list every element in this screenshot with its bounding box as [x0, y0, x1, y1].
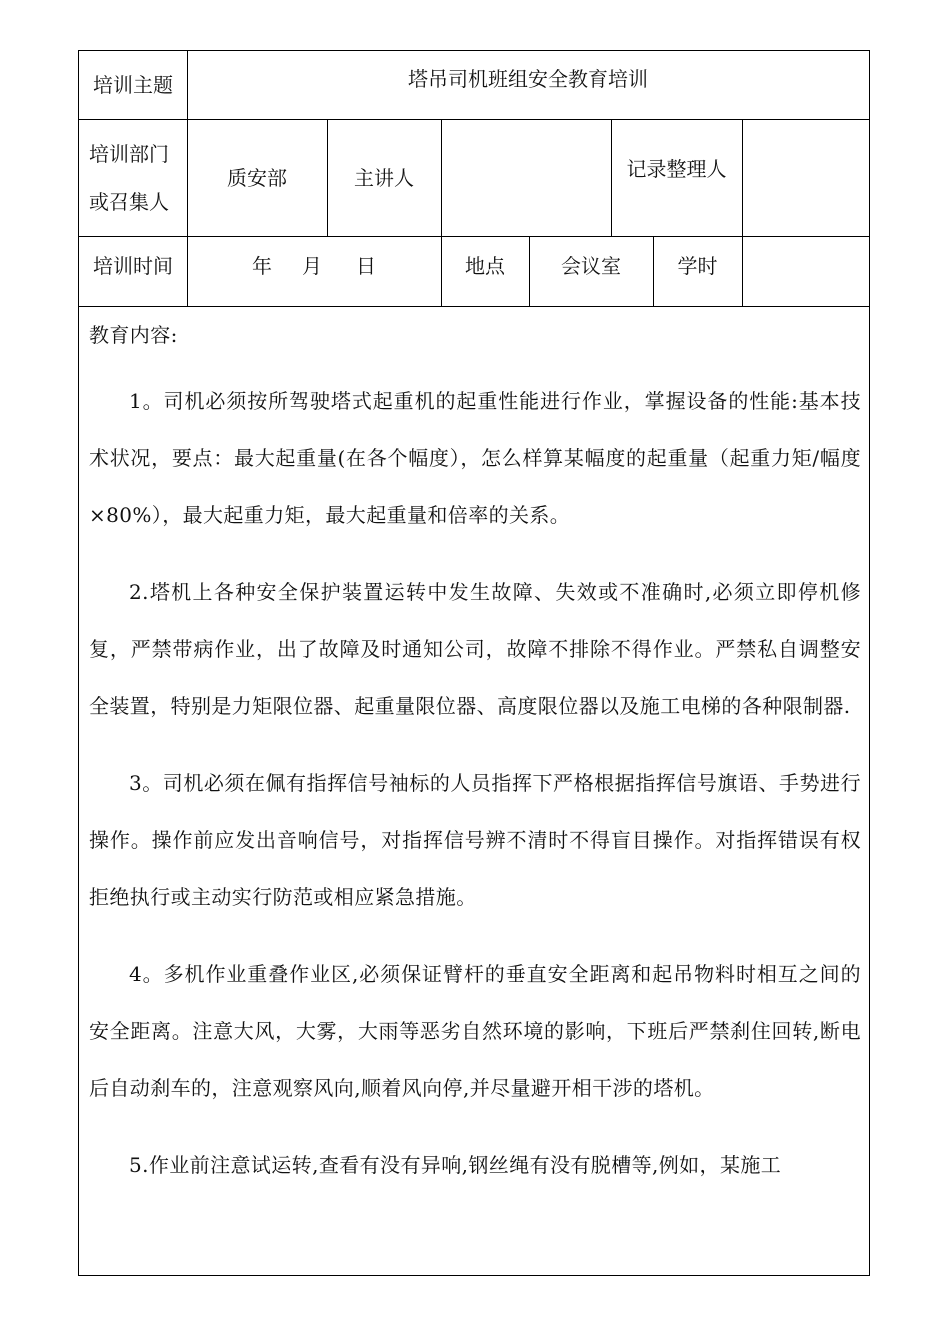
content-paragraph-1: 1。司机必须按所驾驶塔式起重机的起重性能进行作业，掌握设备的性能:基本技术状况，要点：最大起重量(在各个幅度），怎么样算某幅度的起重量（起重力矩/幅度×80%），最大起重力矩，最大起重量和倍率的关系。	[89, 389, 861, 527]
place-label: 地点	[465, 254, 505, 278]
date-year: 年	[252, 254, 272, 278]
dept-label-line2: 或召集人	[89, 190, 169, 214]
content-heading: 教育内容:	[89, 323, 178, 347]
dept-label	[89, 125, 187, 231]
dept-value: 质安部	[227, 165, 287, 190]
content-paragraph-4: 4。多机作业重叠作业区,必须保证臂杆的垂直安全距离和起吊物料时相互之间的安全距离。注意大风，大雾，大雨等恶劣自然环境的影响，下班后严禁刹住回转,断电后自动刹车的，注意观察风向,顺着风向停,并尽量避开相干涉的塔机。	[89, 962, 861, 1100]
content-paragraph-3: 3。司机必须在佩有指挥信号袖标的人员指挥下严格根据指挥信号旗语、手势进行操作。操作前应发出音响信号，对指挥信号辨不清时不得盲目操作。对指挥错误有权拒绝执行或主动实行防范或相应紧急措施。	[89, 771, 861, 909]
date-day: 日	[356, 254, 376, 278]
speaker-label: 主讲人	[354, 165, 414, 190]
training-record-form	[78, 50, 870, 1276]
dept-label-line1: 培训部门	[89, 142, 169, 166]
hours-value	[742, 236, 869, 296]
place-value: 会议室	[561, 254, 621, 278]
date-month: 月	[302, 254, 322, 278]
content-paragraph-2: 2.塔机上各种安全保护装置运转中发生故障、失效或不准确时,必须立即停机修复，严禁带病作业，出了故障及时通知公司，故障不排除不得作业。严禁私自调整安全装置，特别是力矩限位器、起重量限位器、高度限位器以及施工电梯的各种限制器.	[89, 580, 861, 718]
content-section	[89, 317, 861, 1214]
topic-label: 培训主题	[93, 73, 173, 97]
time-label: 培训时间	[93, 254, 173, 278]
hours-label: 学时	[677, 254, 718, 278]
recorder-label: 记录整理人	[626, 157, 727, 181]
topic-value: 塔吊司机班组安全教育培训	[408, 67, 648, 91]
row-divider-3	[79, 306, 869, 307]
recorder-value	[742, 119, 869, 236]
speaker-value	[441, 119, 611, 236]
training-date	[187, 236, 441, 296]
content-paragraph-5: 5.作业前注意试运转,查看有没有异响,钢丝绳有没有脱槽等,例如，某施工	[129, 1153, 782, 1177]
